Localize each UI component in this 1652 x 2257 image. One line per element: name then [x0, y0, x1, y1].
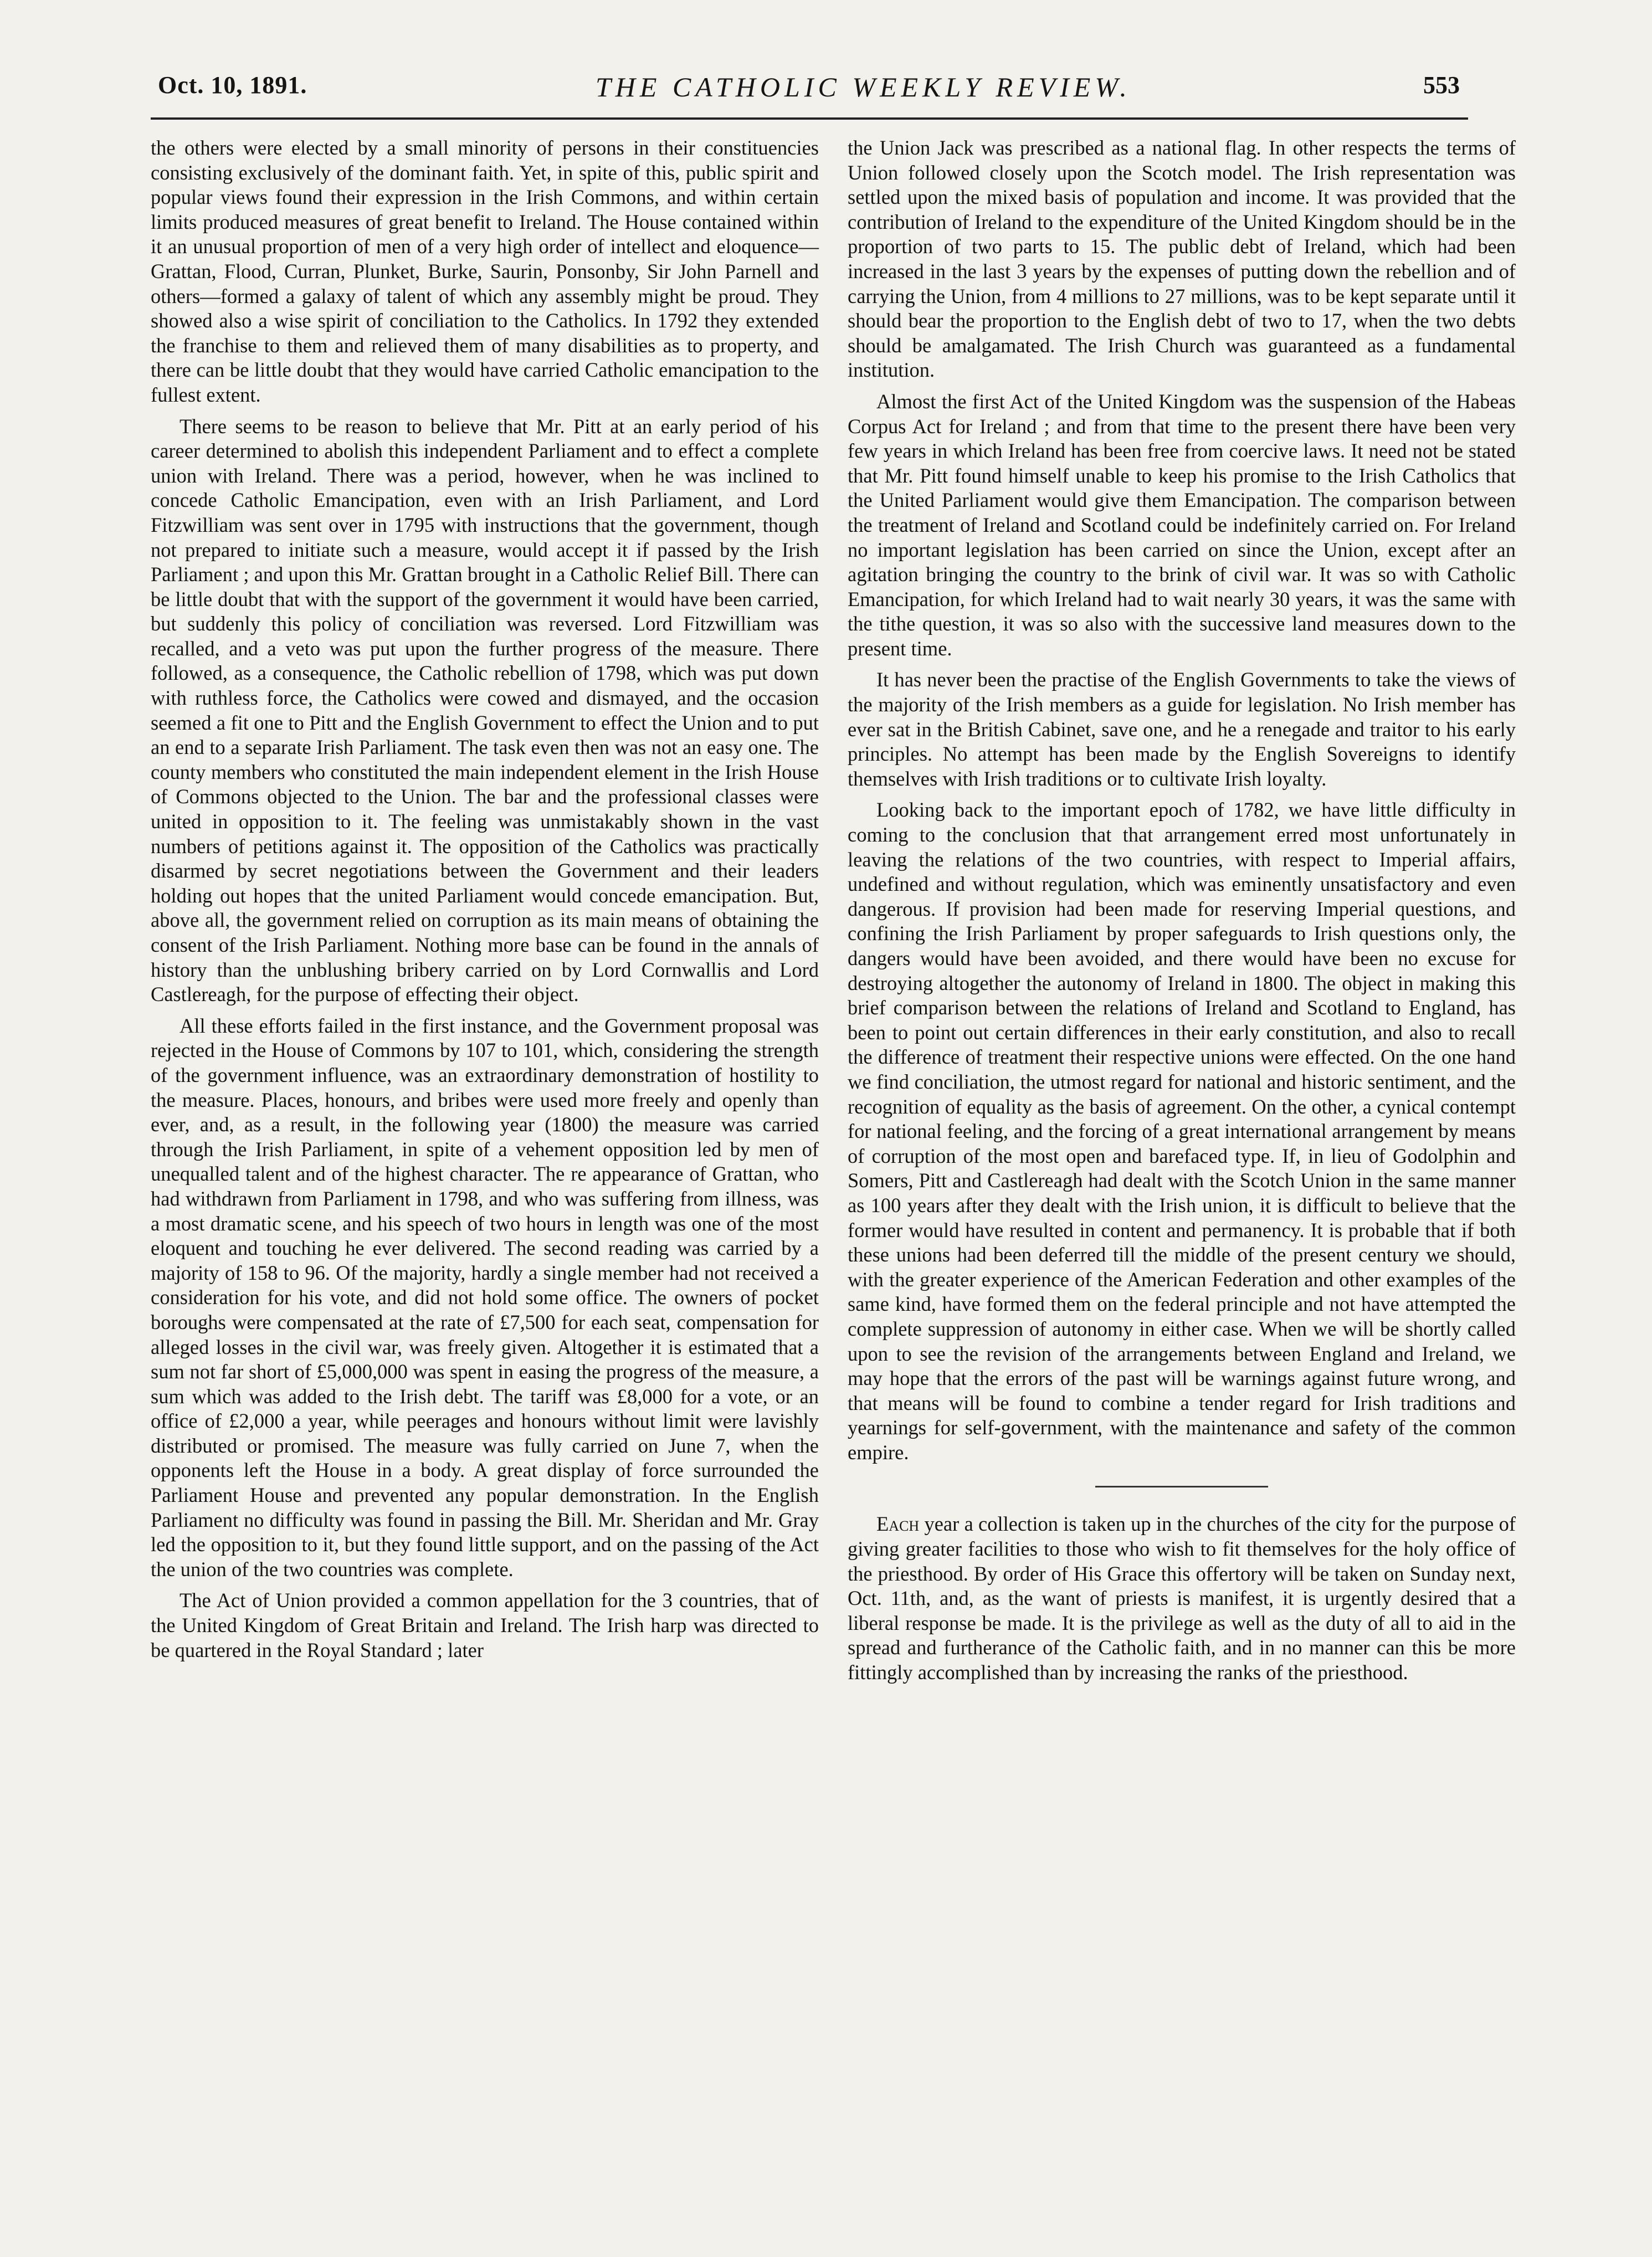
collection-notice	[848, 1512, 1516, 1685]
left-column	[151, 136, 819, 1669]
page-header	[158, 71, 1460, 105]
paragraph: There seems to be reason to believe that Mr. Pitt at an early period of his career determined to abolish this independent Parliament and to effect a complete union with Ireland. There was a period, however, when he was inclined to concede Catholic Emancipation, even with an Irish Parliament, and Lord Fitzwilliam was sent over in 1795 with instructions that the government, though not prepared to initiate such a measure, would accept it if passed by the Irish Parliament ; and upon this Mr. Grattan brought in a Catholic Relief Bill. There can be little doubt that with the support of the government it would have been carried, but suddenly this policy of conciliation was reversed. Lord Fitzwilliam was recalled, and a veto was put upon the further progress of the measure. There followed, as a consequence, the Catholic rebellion of 1798, which was put down with ruthless force, the Catholics were cowed and dismayed, and the occasion seemed a fit one to Pitt and the English Government to effect the Union and to put an end to a separate Irish Parliament. The task even then was not an easy one. The county members who constituted the main independent element in the Irish House of Commons objected to the Union. The bar and the professional classes were united in opposition to it. The feeling was unmistakably shown in the vast numbers of petitions against it. The opposition of the Catholics was practically disarmed by secret negotiations between the Government and their leaders holding out hopes that the united Parliament would concede emancipation. But, above all, the government relied on corruption as its main means of obtaining the consent of the Irish Parliament. Nothing more base can be found in the annals of history than the unblushing bribery carried on by Lord Cornwallis and Lord Castlereagh, for the purpose of effecting their object.	[151, 414, 819, 1006]
paragraph: It has never been the practise of the English Governments to take the views of the majority of the Irish members as a guide for legislation. No Irish member has ever sat in the British Cabinet, save one, and he a renegade and traitor to his early principles. No attempt has been made by the English Sovereigns to identify themselves with Irish traditions or to cultivate Irish loyalty.	[848, 668, 1516, 790]
header-rule	[151, 117, 1468, 120]
paragraph: the Union Jack was prescribed as a national flag. In other respects the terms of Union followed closely upon the Scotch model. The Irish representation was settled upon the mixed basis of population and income. It was provided that the contribution of Ireland to the expenditure of the United Kingdom should be in the proportion of two parts to 15. The public debt of Ireland, which had been increased in the last 3 years by the expenses of putting down the rebellion and of carrying the Union, from 4 millions to 27 millions, was to be kept separate until it should bear the proportion to the English debt of two to 17, when the two debts should be amalgamated. The Irish Church was guaranteed as a fundamental institution.	[848, 136, 1516, 382]
paragraph: All these efforts failed in the first instance, and the Government proposal was rejected in the House of Commons by 107 to 101, which, considering the strength of the government influence, was an extraordinary demonstration of hostility to the measure. Places, honours, and bribes were used more freely and openly than ever, and, as a result, in the following year (1800) the measure was carried through the Irish Parliament, in spite of a vehement opposition led by men of unequalled talent and of the highest character. The re appearance of Grattan, who had withdrawn from Parliament in 1798, and who was suffering from illness, was a most dramatic scene, and his speech of two hours in length was one of the most eloquent and touching he ever delivered. The second reading was carried by a majority of 158 to 96. Of the majority, hardly a single member had not received a consideration for his vote, and did not hold some office. The owners of pocket boroughs were compensated at the rate of £7,500 for each seat, compensation for alleged losses in the civil war, was freely given. Altogether it is estimated that a sum not far short of £5,000,000 was spent in easing the progress of the measure, a sum which was added to the Irish debt. The tariff was £8,000 for a vote, or an office of £2,000 a year, while peerages and honours without limit were lavishly distributed or promised. The measure was fully carried on June 7, when the opponents left the House in a body. A great display of force surrounded the Parliament House and prevented any popular demonstration. In the English Parliament no difficulty was found in passing the Bill. Mr. Sheridan and Mr. Gray led the opposition to it, but they found little support, and on the passing of the Act the union of the two countries was complete.	[151, 1014, 819, 1581]
paragraph: Looking back to the important epoch of 1782, we have little difficulty in coming to the conclusion that that arrangement erred most unfortunately in leaving the relations of the two countries, with respect to Imperial affairs, undefined and without regulation, which was eminently unsatisfactory and even dangerous. If provision had been made for reserving Imperial questions, and confining the Irish Parliament by proper safeguards to Irish questions only, the dangers would have been avoided, and there would have been no excuse for destroying altogether the autonomy of Ireland in 1800. The object in making this brief comparison between the relations of Ireland and Scotland to England, has been to point out certain differences in their early constitution, and also to recall the difference of treatment their respective unions were effected. On the one hand we find conciliation, the utmost regard for national and historic sentiment, and the recognition of equality as the basis of agreement. On the other, a cynical contempt for national feeling, and the forcing of a great international arrangement by means of corruption of the most open and barefaced type. If, in lieu of Godolphin and Somers, Pitt and Castlereagh had dealt with the Scotch Union in the same manner as 100 years after they dealt with the Irish union, it is difficult to believe that the former would have resulted in content and permanency. It is probable that if both these unions had been deferred till the middle of the present century we should, with the greater experience of the American Federation and other examples of the same kind, have formed them on the federal principle and not have attempted the complete suppression of autonomy in either case. When we will be shortly called upon to see the revision of the arrangements between England and Ireland, we may hope that the errors of the past will be warnings against future wrong, and that means will be found to combine a tender regard for Irish traditions and yearnings for self-government, with the maintenance and safety of the common empire.	[848, 798, 1516, 1464]
paragraph: Almost the first Act of the United Kingdom was the suspension of the Habeas Corpus Act for Ireland ; and from that time to the present there have been very few years in which Ireland has been free from coercive laws. It need not be stated that Mr. Pitt found himself unable to keep his promise to the Irish Catholics that the United Parliament would give them Emancipation. The comparison between the treatment of Ireland and Scotland could be indefinitely carried on. For Ireland no important legislation has been carried on since the Union, except after an agitation bringing the country to the brink of civil war. It was so with Catholic Emancipation, for which Ireland had to wait nearly 30 years, it was the same with the tithe question, it was so also with the successive land measures down to the present time.	[848, 389, 1516, 660]
publication-title: THE CATHOLIC WEEKLY REVIEW.	[596, 71, 1131, 102]
paragraph: the others were elected by a small minority of persons in their constituencies consisting exclusively of the dominant faith. Yet, in spite of this, public spirit and popular views found their expression in the Irish Commons, and within certain limits produced measures of great benefit to Ireland. The House contained within it an unusual proportion of men of a very high order of intellect and eloquence—Grattan, Flood, Curran, Plunket, Burke, Saurin, Ponsonby, Sir John Parnell and others—formed a galaxy of talent of which any assembly might be proud. They showed also a wise spirit of conciliation to the Catholics. In 1792 they extended the franchise to them and relieved them of many disabilities as to property, and there can be little doubt that they would have carried Catholic emancipation to the fullest extent.	[151, 136, 819, 406]
paragraph: The Act of Union provided a common appellation for the 3 countries, that of the United Kingdom of Great Britain and Ireland. The Irish harp was directed to be quartered in the Royal Standard ; later	[151, 1589, 819, 1661]
notice-lead-word: Each	[876, 1512, 920, 1536]
notice-text: year a collection is taken up in the churches of the city for the purpose of giving greater facilities to those who wish to fit themselves for the holy office of the priesthood. By order of His Grace this offertory will be taken on Sunday next, Oct. 11th, and, as the want of priests is manifest, it is urgently desired that a liberal response be made. It is the privilege as well as the duty of all to aid in the spread and furtherance of the Catholic faith, and in no manner can this be more fittingly accomplished than by increasing the ranks of the priesthood.	[848, 1512, 1516, 1684]
right-column	[848, 136, 1516, 1692]
issue-date: Oct. 10, 1891.	[158, 71, 307, 99]
section-divider	[1095, 1486, 1268, 1487]
page-number: 553	[1423, 71, 1460, 99]
